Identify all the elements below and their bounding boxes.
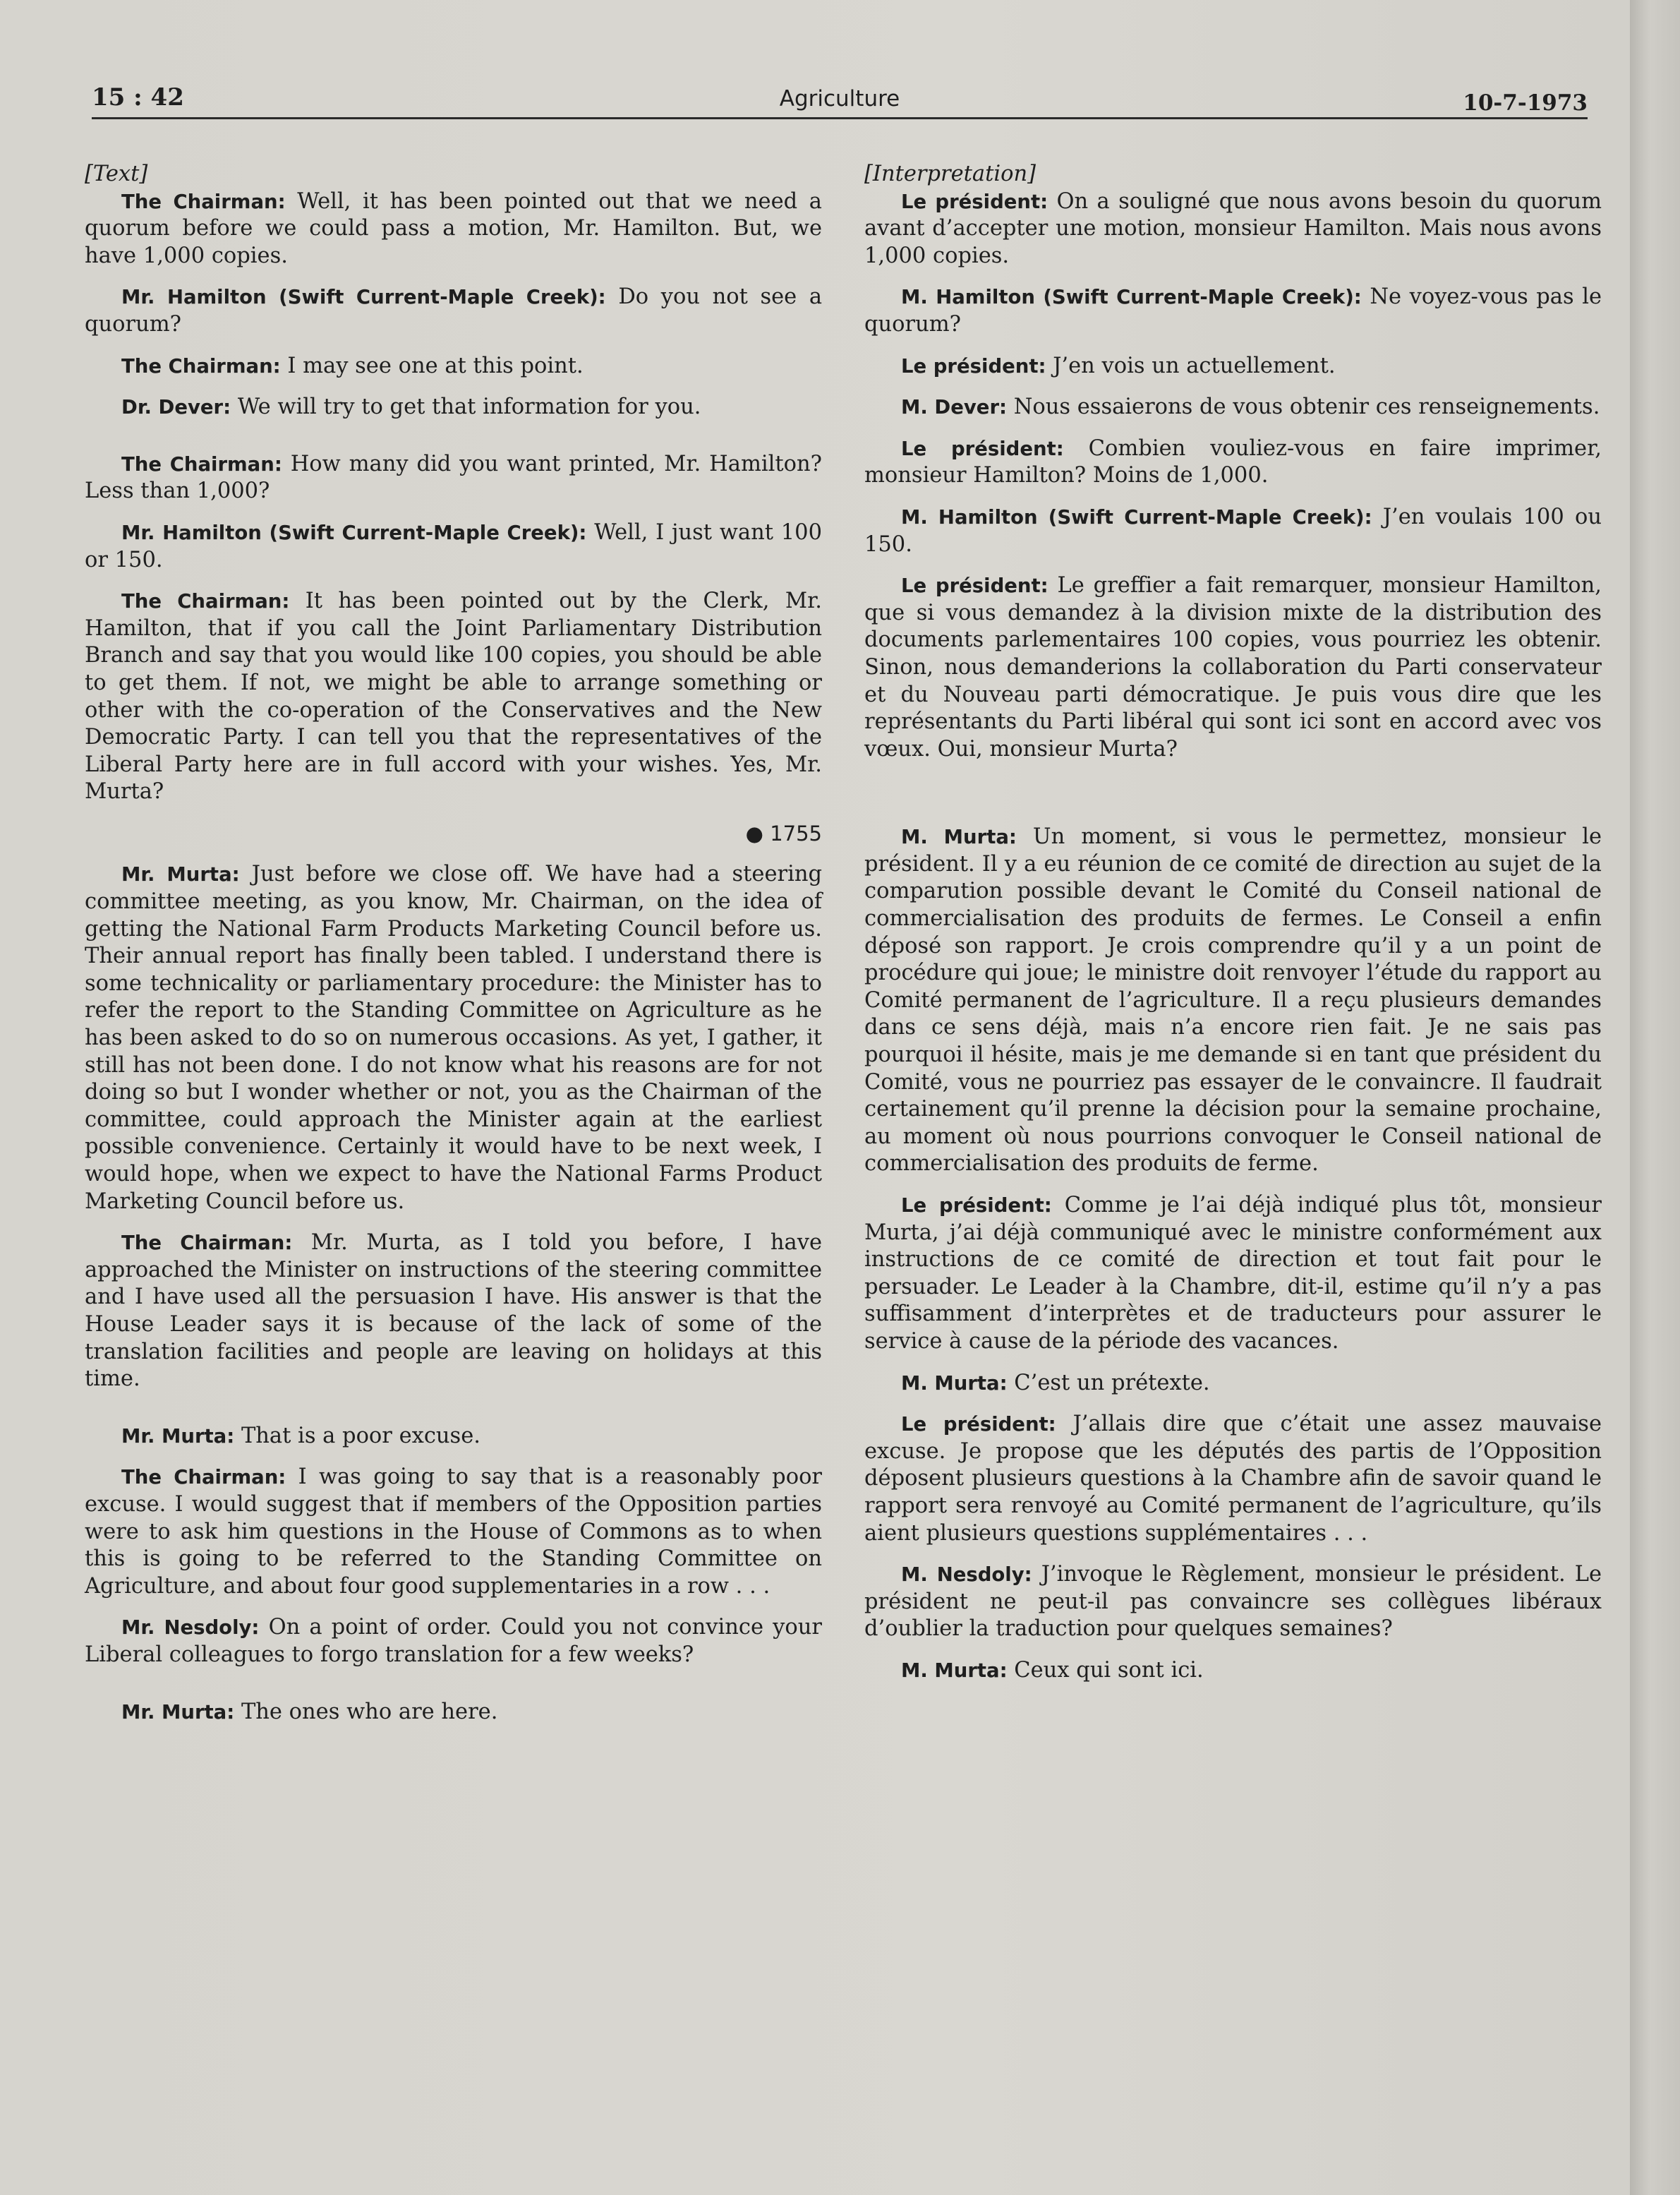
spacer bbox=[85, 1407, 822, 1423]
speaker-name: The Chairman: bbox=[121, 190, 286, 213]
speaker-name: Mr. Nesdoly: bbox=[121, 1616, 260, 1640]
speaker-name: M. Hamilton (Swift Current-Maple Creek): bbox=[901, 286, 1362, 309]
speaker-name: Mr. Hamilton (Swift Current-Maple Creek): bbox=[121, 521, 587, 544]
speaker-name: M. Dever: bbox=[901, 396, 1008, 419]
speaker-name: M. Murta: bbox=[901, 1659, 1008, 1682]
speech-paragraph bbox=[864, 504, 1602, 558]
speech-paragraph bbox=[85, 1464, 822, 1600]
speaker-name: Dr. Dever: bbox=[121, 396, 231, 419]
speech-text: Do you not see a quorum? bbox=[85, 284, 823, 337]
speech-text: How many did you want printed, Mr. Hamilton? Less than 1,000? bbox=[85, 451, 823, 504]
speaker-name: Le président: bbox=[901, 437, 1064, 460]
speaker-name: M. Murta: bbox=[901, 826, 1017, 849]
speech-text: The ones who are here. bbox=[241, 1699, 498, 1724]
speaker-name: The Chairman: bbox=[121, 1466, 286, 1489]
speaker-name: Le président: bbox=[901, 1413, 1056, 1436]
speech-text: Ne voyez-vous pas le quorum? bbox=[864, 284, 1602, 337]
running-title: Agriculture bbox=[779, 86, 900, 112]
speech-text: Nous essaierons de vous obtenir ces renseignements. bbox=[1013, 395, 1600, 420]
speaker-name: Le président: bbox=[901, 190, 1049, 213]
page-edge bbox=[1630, 0, 1680, 2195]
speaker-name: M. Nesdoly: bbox=[901, 1563, 1032, 1587]
speaker-name: The Chairman: bbox=[121, 354, 281, 378]
speech-paragraph bbox=[85, 588, 822, 806]
speech-paragraph bbox=[85, 284, 822, 338]
speech-text: J’invoque le Règlement, monsieur le président. Le président ne peut-il pas convaincre ses collègues libéraux d’oublier la traduction pour quelques semaines? bbox=[864, 1562, 1602, 1642]
speech-text: Ceux qui sont ici. bbox=[1014, 1657, 1204, 1683]
spacer bbox=[864, 808, 1602, 824]
speech-text: J’en vois un actuellement. bbox=[1053, 353, 1336, 378]
speech-text: It has been pointed out by the Clerk, Mr. Hamilton, that if you call the Joint Parliamentary Distribution Branch and say that you would like 100 copies, you should be able to get them. If not, we might be able to arrange something or other with the co-operation of the Conservatives and the New Democratic Party. I can tell you that the representatives of the Liberal Party here are in full accord with your wishes. Yes, Mr. Murta? bbox=[85, 589, 822, 805]
speaker-name: The Chairman: bbox=[121, 452, 282, 476]
speech-paragraph bbox=[85, 1699, 822, 1726]
page-header bbox=[92, 83, 1588, 126]
speaker-name: Mr. Murta: bbox=[121, 863, 240, 886]
speech-text: That is a poor excuse. bbox=[241, 1423, 481, 1448]
speech-paragraph bbox=[85, 451, 822, 505]
speech-text: Comme je l’ai déjà indiqué plus tôt, monsieur Murta, j’ai déjà communiqué avec le ministre conformément aux instructions de ce comité de direction et tout fait pour le persuader. Le Leader à la Chambre, dit-il, estime qu’il n’y a pas suffisamment d’interprètes et de traducteurs pour assurer le service à cause de la période des vacances. bbox=[864, 1193, 1602, 1354]
spacer bbox=[85, 1683, 822, 1699]
section-label: [Text] bbox=[85, 162, 148, 186]
speech-paragraph bbox=[864, 394, 1602, 421]
speech-paragraph bbox=[85, 394, 822, 421]
section-label: [Interpretation] bbox=[864, 162, 1036, 186]
spacer bbox=[864, 793, 1602, 808]
speech-paragraph bbox=[85, 188, 822, 270]
speech-paragraph bbox=[85, 353, 822, 380]
speech-paragraph bbox=[85, 861, 822, 1215]
speech-paragraph bbox=[864, 1561, 1602, 1643]
speech-paragraph bbox=[864, 1657, 1602, 1685]
speaker-name: M. Murta: bbox=[901, 1371, 1008, 1395]
speech-text: On a souligné que nous avons besoin du quorum avant d’accepter une motion, monsieur Hamilton. Mais nous avons 1,000 copies. bbox=[864, 188, 1602, 268]
speech-paragraph bbox=[864, 353, 1602, 380]
speaker-name: Le président: bbox=[901, 354, 1046, 378]
speech-text: Well, it has been pointed out that we need a quorum before we could pass a motion, Mr. Hamilton. But, we have 1,000 copies. bbox=[85, 188, 822, 268]
spacer bbox=[864, 777, 1602, 793]
speaker-name: M. Hamilton (Swift Current-Maple Creek): bbox=[901, 505, 1372, 529]
speech-text: Un moment, si vous le permettez, monsieur le président. Il y a eu réunion de ce comité de direction au sujet de la comparution possible devant le Comité du Conseil national de commercialisation des produits de fermes. Le Conseil a enfin déposé son rapport. Je crois comprendre qu’il y a un point de procédure qui joue; le ministre doit renvoyer l’étude du rapport au Comité permanent de l’agriculture. Il a reçu plusieurs demandes dans ce sens déjà, mais n’a encore rien fait. Je ne sais pas pourquoi il hésite, mais je me demande si en tant que président du Comité, vous ne pourriez pas essayer de le convaincre. Il faudrait certainement qu’il prenne la décision pour la semaine prochaine, au moment où nous pourrions convoquer le Conseil national de commercialisation des produits de ferme. bbox=[864, 824, 1602, 1177]
speech-text: Combien vouliez-vous en faire imprimer, monsieur Hamilton? Moins de 1,000. bbox=[864, 435, 1602, 488]
speaker-name: Mr. Murta: bbox=[121, 1700, 235, 1724]
speech-paragraph bbox=[864, 435, 1602, 490]
speech-text: J’en voulais 100 ou 150. bbox=[864, 504, 1602, 557]
speech-text: C’est un prétexte. bbox=[1014, 1370, 1210, 1395]
speech-text: J’allais dire que c’était une assez mauvaise excuse. Je propose que les députés des partis de l’Opposition déposent plusieurs questions à la Chambre afin de savoir quand le rapport sera renvoyé au Comité permanent de l’agriculture, qu’ils aient plusieurs questions supplémentaires . . . bbox=[864, 1412, 1602, 1546]
speech-text: Well, I just want 100 or 150. bbox=[85, 519, 822, 572]
speech-paragraph bbox=[864, 1370, 1602, 1397]
speaker-name: Mr. Hamilton (Swift Current-Maple Creek): bbox=[121, 286, 606, 309]
speech-text: Le greffier a fait remarquer, monsieur Hamilton, que si vous demandez à la division mixte de la distribution des documents parlementaires 100 copies, vous pourriez les obtenir. Sinon, nous demanderions la collaboration du Parti conservateur et du Nouveau parti démocratique. Je puis vous dire que les représentants du Parti libéral qui sont ici sont en accord avec vos vœux. Oui, monsieur Murta? bbox=[864, 573, 1602, 762]
speaker-name: Mr. Murta: bbox=[121, 1424, 235, 1448]
speech-paragraph bbox=[85, 1423, 822, 1450]
speech-paragraph bbox=[864, 1411, 1602, 1547]
speech-paragraph bbox=[864, 284, 1602, 338]
header-rule bbox=[92, 117, 1588, 119]
speech-paragraph bbox=[864, 824, 1602, 1178]
speech-text: We will try to get that information for you. bbox=[237, 395, 701, 420]
speech-paragraph bbox=[85, 519, 822, 574]
speaker-name: Le président: bbox=[901, 575, 1049, 598]
speech-text: I was going to say that is a reasonably poor excuse. I would suggest that if members of the Opposition parties were to ask him questions in the House of Commons as to when this is going to be referred to the Standing Committee on Agriculture, and about four good supplementaries in a row . . . bbox=[85, 1465, 823, 1599]
speech-text: Just before we close off. We have had a steering committee meeting, as you know, Mr. Chairman, on the idea of getting the National Farm Products Marketing Council before us. Their annual report has finally been tabled. I understand there is some technicality or parliamentary procedure: the Minister has to refer the report to the Standing Committee on Agriculture as he has been asked to do so on numerous occasions. As yet, I gather, it still has not been done. I do not know what his reasons are for not doing so but I wonder whether or not, you as the Chairman of the committee, could approach the Minister again at the earliest possible convenience. Certainly it would have to be next week, I would hope, when we expect to have the National Farms Product Marketing Council before us. bbox=[85, 862, 823, 1214]
speaker-name: The Chairman: bbox=[121, 590, 290, 613]
speech-text: On a point of order. Could you not convince your Liberal colleagues to forgo translation for a few weeks? bbox=[85, 1615, 822, 1667]
speech-paragraph bbox=[85, 1229, 822, 1393]
spacer bbox=[85, 435, 822, 451]
speech-paragraph bbox=[864, 1192, 1602, 1356]
page-date: 10-7-1973 bbox=[1463, 90, 1588, 116]
speaker-name: The Chairman: bbox=[121, 1232, 293, 1255]
page-number: 15 : 42 bbox=[92, 83, 184, 112]
speaker-name: Le président: bbox=[901, 1194, 1052, 1217]
speech-paragraph bbox=[864, 188, 1602, 270]
time-marker: ● 1755 bbox=[745, 821, 822, 846]
french-column bbox=[864, 161, 1602, 1699]
speech-paragraph bbox=[864, 572, 1602, 763]
speech-paragraph bbox=[85, 1614, 822, 1668]
speech-text: Mr. Murta, as I told you before, I have approached the Minister on instructions of the steering committee and I have used all the persuasion I have. His answer is that the House Leader says it is because of the lack of some of the translation facilities and people are leaving on holidays at this time. bbox=[85, 1230, 823, 1392]
english-column bbox=[85, 161, 822, 1740]
speech-text: I may see one at this point. bbox=[287, 353, 584, 378]
